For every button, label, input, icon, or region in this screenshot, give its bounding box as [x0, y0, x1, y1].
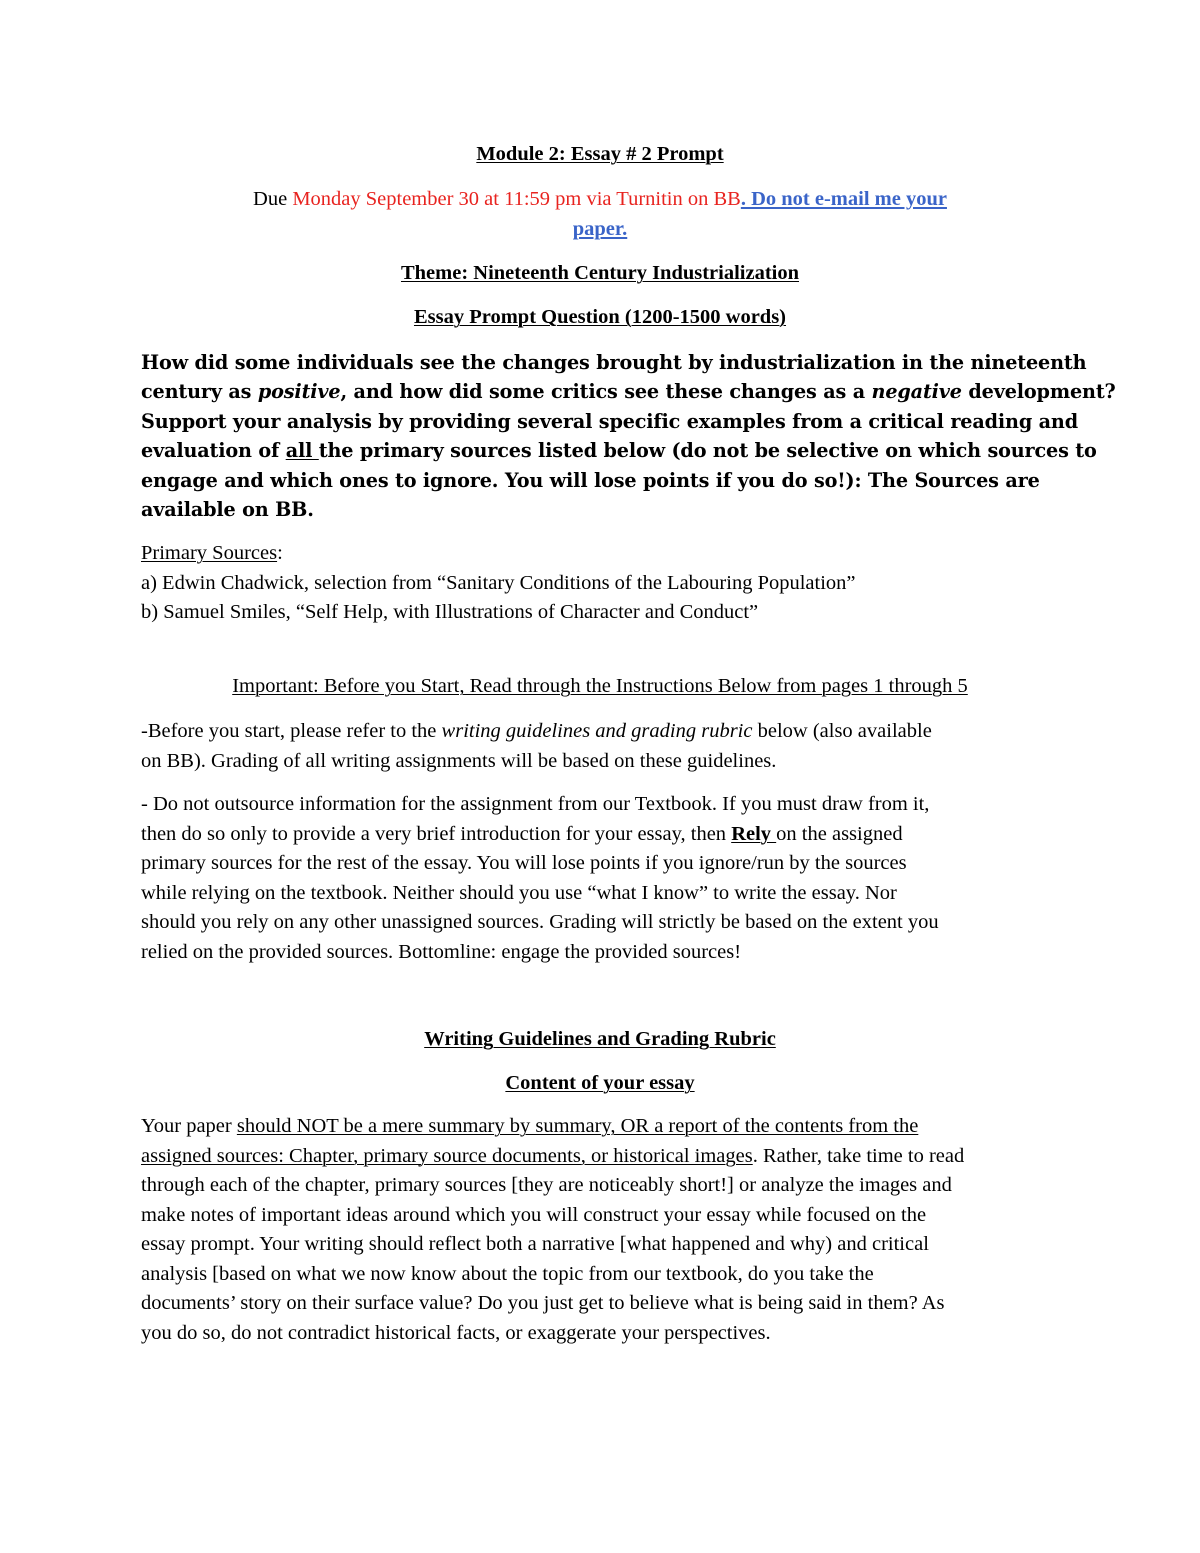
question-line: [141, 436, 1097, 465]
paragraph-text: -Before you start, please refer to the: [141, 720, 442, 742]
sources-colon: :: [277, 542, 283, 564]
question-text: evaluation of: [141, 439, 286, 463]
question-line: How did some individuals see the changes brought by industrialization in the nineteenth: [141, 351, 1087, 374]
no-email-link-cont[interactable]: paper.: [572, 217, 628, 240]
source-item-a: a) Edwin Chadwick, selection from “Sanitary Conditions of the Labouring Population”: [141, 571, 856, 594]
due-prefix: Due: [253, 188, 293, 210]
emphasis-sources: assigned sources: Chapter, primary source documents, or historical images: [141, 1144, 753, 1167]
due-date: Monday September 30 at 11:59 pm via Turnitin on BB: [292, 188, 741, 210]
primary-sources: [141, 539, 1061, 628]
paragraph-line: you do so, do not contradict historical facts, or exaggerate your perspectives.: [141, 1321, 771, 1344]
paragraph-line: [141, 717, 1061, 747]
question-text: century as: [141, 380, 258, 404]
paragraph-text: . Rather, take time to read: [752, 1144, 965, 1167]
document-title: [141, 140, 1059, 170]
question-line: available on BB.: [141, 498, 314, 522]
emphasis-all: all: [285, 439, 319, 463]
paragraph-text: Your paper: [141, 1115, 237, 1137]
content-heading-text: Content of your essay: [505, 1072, 695, 1094]
paragraph-line: primary sources for the rest of the essay. You will lose points if you ignore/run by the sources: [141, 852, 907, 874]
emphasis-positive: positive: [257, 380, 341, 404]
question-line: Support your analysis by providing several specific examples from a critical reading and: [141, 409, 1078, 433]
paragraph-line: [141, 1142, 1061, 1172]
paragraph-line: essay prompt. Your writing should reflect both a narrative [what happened and why) and critical: [141, 1233, 929, 1255]
instruction-paragraph: [141, 717, 1061, 776]
emphasis-negative: negative: [871, 380, 962, 404]
question-heading: [141, 303, 1059, 333]
instruction-paragraph: [141, 790, 1061, 967]
paragraph-line: on BB). Grading of all writing assignments will be based on these guidelines.: [141, 749, 777, 772]
content-heading: [141, 1069, 1059, 1099]
question-text: the primary sources listed below (do not be selective on which sources to: [318, 439, 1097, 463]
paragraph-line: [141, 820, 1061, 850]
paragraph-line: relied on the provided sources. Bottomline: engage the provided sources!: [141, 940, 742, 963]
question-line: [141, 377, 1116, 406]
paragraph-line: while relying on the textbook. Neither should you use “what I know” to write the essay. Nor: [141, 881, 897, 904]
emphasis-rely: Rely: [731, 822, 777, 845]
title-text: Module 2: Essay # 2 Prompt: [476, 143, 724, 165]
rubric-heading-text: Writing Guidelines and Grading Rubric: [424, 1028, 776, 1050]
content-paragraph: [141, 1112, 1061, 1348]
paragraph-line: make notes of important ideas around which you will construct your essay while focused on the: [141, 1203, 927, 1226]
paragraph-text: below (also available: [752, 720, 932, 742]
question-text: development?: [961, 380, 1116, 404]
emphasis-guidelines: writing guidelines and grading rubric: [441, 720, 753, 742]
important-heading: [141, 672, 1059, 702]
no-email-link[interactable]: . Do not e-mail me your: [740, 188, 947, 210]
paragraph-text: then do so only to provide a very brief introduction for your essay, then: [141, 822, 732, 845]
emphasis-not-summary: should NOT be a mere summary by summary, OR a report of the contents from the: [236, 1115, 919, 1137]
essay-question: [141, 348, 1116, 524]
due-notice: [141, 185, 1059, 244]
paragraph-line: - Do not outsource information for the assignment from our Textbook. If you must draw from it,: [141, 793, 930, 815]
important-heading-text: Important: Before you Start, Read through the Instructions Below from pages 1 through 5: [232, 675, 968, 697]
paragraph-line: should you rely on any other unassigned sources. Grading will strictly be based on the extent you: [141, 911, 939, 933]
rubric-heading: [141, 1025, 1059, 1055]
paragraph-line: analysis [based on what we now know about the topic from our textbook, do you take the: [141, 1262, 874, 1285]
question-heading-text: Essay Prompt Question (1200-1500 words): [413, 306, 787, 328]
paragraph-line: [141, 1112, 1061, 1142]
paragraph-line: documents’ story on their surface value? Do you just get to believe what is being said in them? As: [141, 1292, 945, 1314]
theme-heading: [141, 259, 1059, 289]
question-text: , and how did some critics see these changes as a: [340, 380, 872, 404]
sources-heading: [141, 539, 1061, 569]
paragraph-text: on the assigned: [776, 822, 903, 845]
sources-heading-text: Primary Sources: [141, 542, 278, 564]
question-line: engage and which ones to ignore. You will lose points if you do so!): The Sources are: [141, 468, 1040, 492]
theme-text: Theme: Nineteenth Century Industrialization: [400, 262, 800, 284]
source-item-b: b) Samuel Smiles, “Self Help, with Illustrations of Character and Conduct”: [141, 601, 759, 623]
paragraph-line: through each of the chapter, primary sources [they are noticeably short!] or analyze the images and: [141, 1174, 952, 1196]
